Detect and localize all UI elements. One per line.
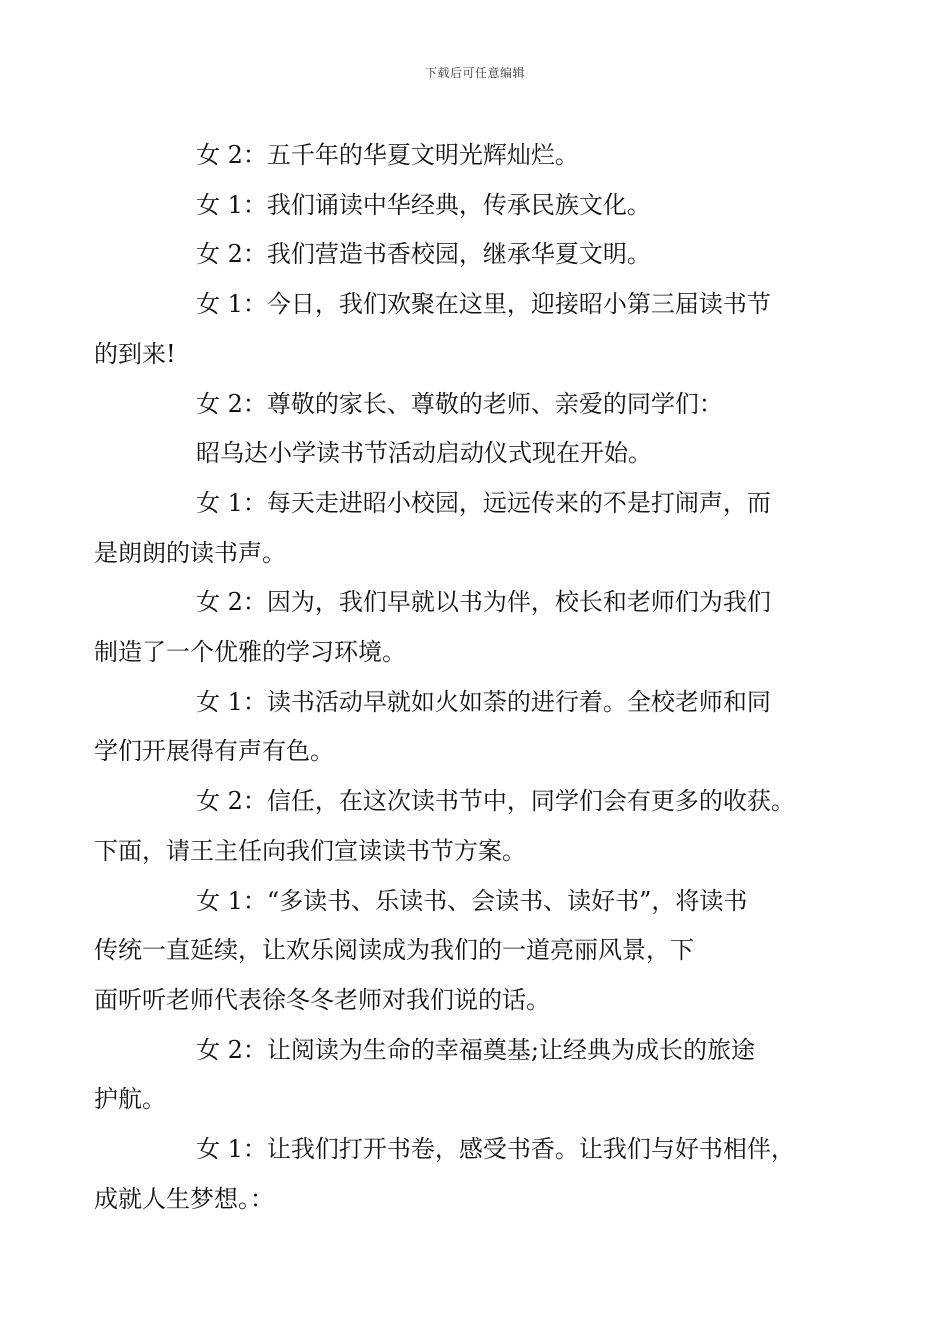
paragraph (94, 777, 810, 876)
text-line: 女 1：每天走进昭小校园，远远传来的不是打闹声，而 (196, 488, 771, 517)
paragraph (145, 181, 810, 231)
text-line: 女 2：信任，在这次读书节中，同学们会有更多的收获。 (196, 787, 795, 816)
paragraph (94, 1026, 810, 1125)
paragraph (94, 877, 810, 1026)
text-line: 传统一直延续，让欢乐阅读成为我们的一道亮丽风景，下 (94, 936, 694, 965)
paragraph (145, 380, 810, 430)
text-line: 女 1：“多读书、乐读书、会读书、读好书”，将读书 (196, 886, 748, 915)
text-line: 女 2：因为，我们早就以书为伴，校长和老师们为我们 (196, 588, 771, 617)
text-line: 女 2：尊敬的家长、尊敬的老师、亲爱的同学们： (196, 389, 723, 418)
text-line: 女 1：读书活动早就如火如荼的进行着。全校老师和同 (196, 687, 771, 716)
paragraph (145, 230, 810, 280)
text-line: 下面，请王主任向我们宣读读书节方案。 (94, 836, 526, 865)
text-line: 女 1：今日，我们欢聚在这里，迎接昭小第三届读书节 (196, 290, 771, 319)
text-line: 护航。 (94, 1085, 166, 1114)
text-line: 学们开展得有声有色。 (94, 737, 334, 766)
paragraph (94, 1125, 810, 1224)
paragraph (94, 479, 810, 578)
text-line: 女 1：让我们打开书卷，感受书香。让我们与好书相伴， (196, 1135, 795, 1164)
paragraph (145, 131, 810, 181)
text-line: 女 2：让阅读为生命的幸福奠基;让经典为成长的旅途 (196, 1035, 755, 1064)
text-line: 是朗朗的读书声。 (94, 538, 286, 567)
paragraph (94, 678, 810, 777)
text-line: 面听听老师代表徐冬冬老师对我们说的话。 (94, 985, 550, 1014)
paragraph (94, 280, 810, 379)
text-line: 的到来! (94, 339, 176, 368)
text-line: 昭乌达小学读书节活动启动仪式现在开始。 (196, 439, 652, 468)
page-header: 下载后可任意编辑 (424, 66, 525, 80)
text-line: 女 1：我们诵读中华经典，传承民族文化。 (196, 190, 651, 219)
text-line: 制造了一个优雅的学习环境。 (94, 638, 406, 667)
paragraph (145, 429, 810, 479)
paragraph (94, 578, 810, 677)
document-body (94, 131, 810, 1224)
text-line: 成就人生梦想。： (94, 1184, 274, 1213)
text-line: 女 2：我们营造书香校园，继承华夏文明。 (196, 240, 651, 269)
text-line: 女 2：五千年的华夏文明光辉灿烂。 (196, 141, 579, 169)
